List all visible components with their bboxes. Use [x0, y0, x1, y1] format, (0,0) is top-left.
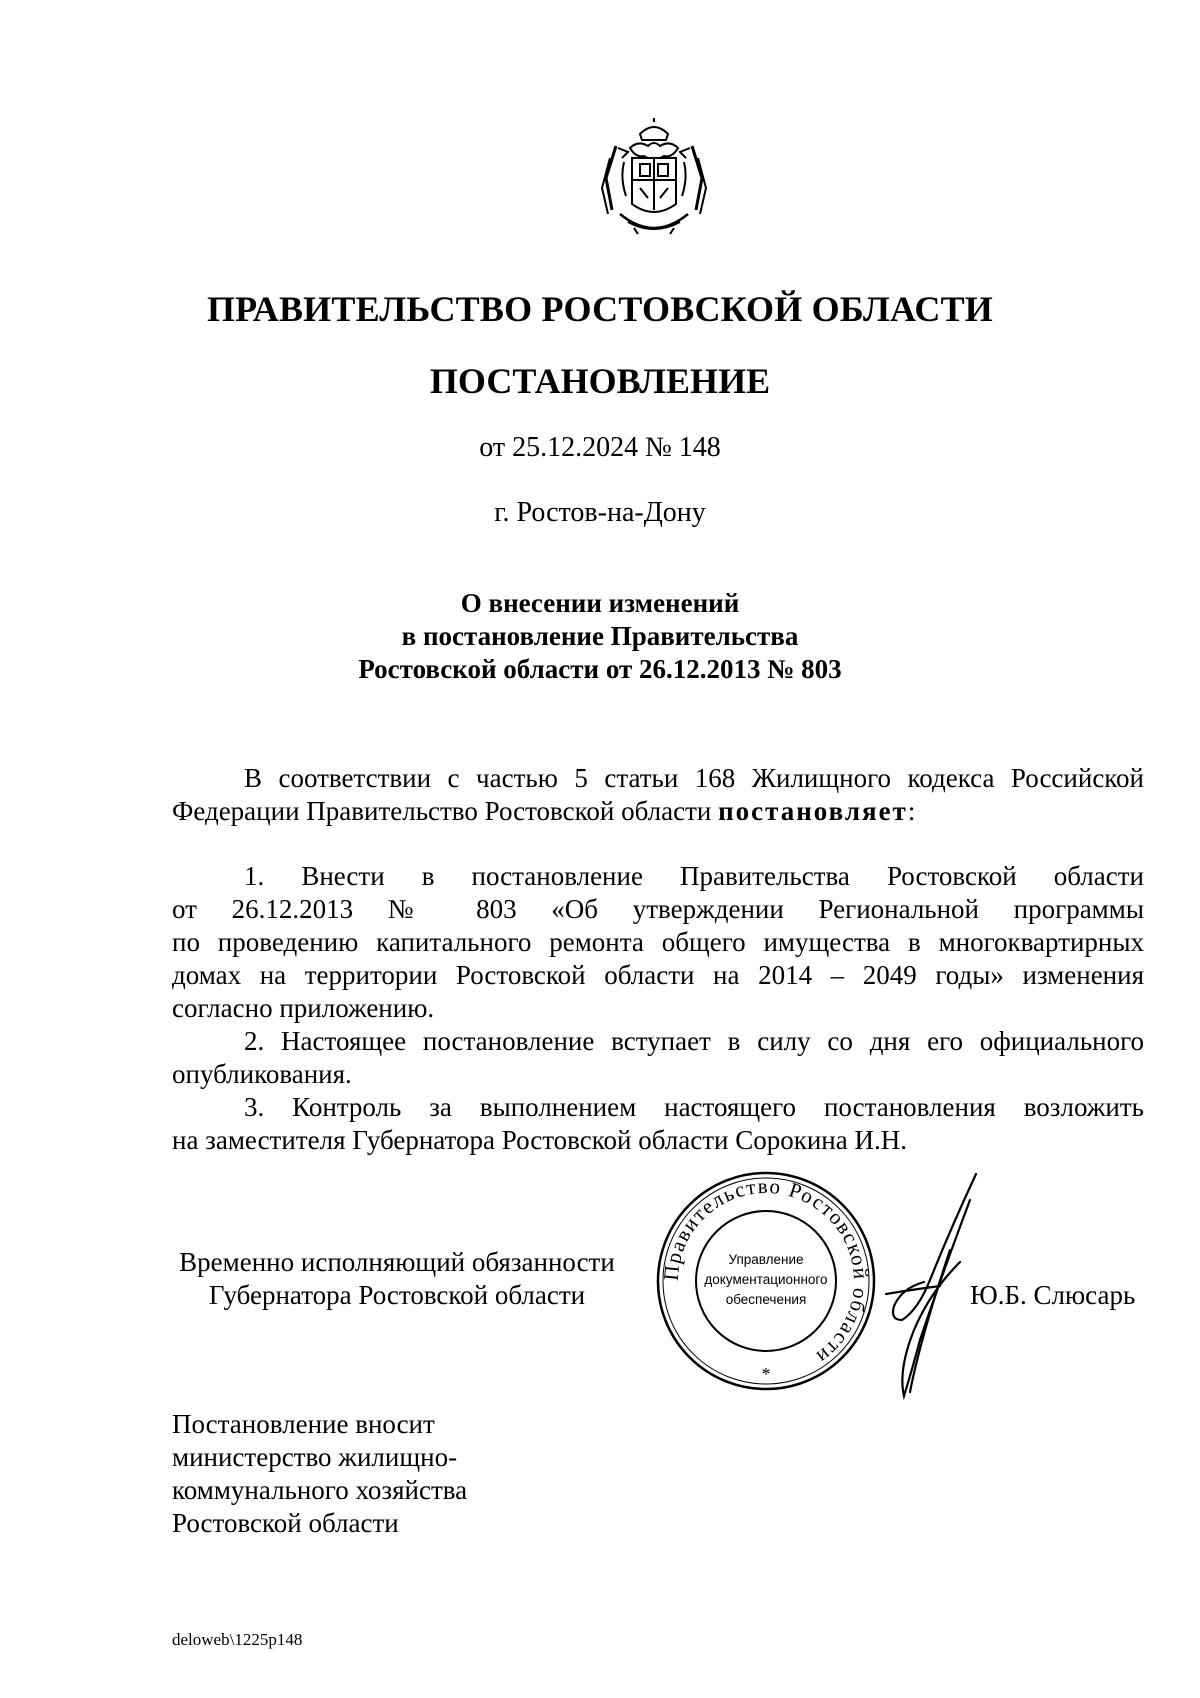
item-line: 3. Контроль за выполнением настоящего постановления возложить: [244, 1092, 1144, 1122]
government-title: ПРАВИТЕЛЬСТВО РОСТОВСКОЙ ОБЛАСТИ: [206, 289, 994, 329]
item-line: согласно приложению.: [172, 993, 435, 1023]
submitter-line: министерство жилищно-: [172, 1442, 458, 1472]
official-stamp: [655, 1170, 877, 1392]
document-footer-code: deloweb\1225p148: [172, 1630, 303, 1649]
stamp-star: *: [761, 1364, 771, 1384]
item-line: от 26.12.2013 № 803 «Об утверждении Региональной программы: [172, 894, 1144, 924]
document-city: г. Ростов-на-Дону: [494, 497, 706, 528]
document-type: ПОСТАНОВЛЕНИЕ: [429, 361, 771, 401]
subject-line: О внесении изменений: [460, 588, 740, 618]
coat-of-arms-icon: [598, 118, 710, 242]
document-date-number: от 25.12.2024 № 148: [479, 432, 721, 463]
stamp-inner-line: документационного: [704, 1272, 828, 1287]
decree-items: [172, 860, 1144, 1157]
preamble-colon: :: [907, 796, 916, 826]
preamble-line: В соответствии с частью 5 статьи 168 Жилищного кодекса Российской: [244, 763, 1144, 793]
stamp-outer-text: Правительство Ростовской области: [658, 1173, 874, 1371]
preamble-decree-word: постановляет: [718, 796, 908, 826]
stamp-inner-line: обеспечения: [725, 1292, 807, 1307]
subject-line: в постановление Правительства: [401, 621, 799, 651]
submitter-line: Ростовской области: [172, 1508, 399, 1538]
item-line: 2. Настоящее постановление вступает в силу со дня его официального: [244, 1026, 1144, 1056]
stamp-inner-line: Управление: [728, 1252, 804, 1267]
preamble-line: [172, 795, 1144, 828]
item-line: 1. Внести в постановление Правительства Ростовской области: [244, 861, 1144, 891]
document-subject: [0, 587, 1200, 686]
submitter-line: Постановление вносит: [172, 1409, 435, 1439]
item-line: на заместителя Губернатора Ростовской области Сорокина И.Н.: [172, 1125, 907, 1155]
submitter-line: коммунального хозяйства: [172, 1475, 468, 1505]
submitter-note: [172, 1408, 467, 1540]
preamble: [172, 762, 1144, 828]
signatory-position: [162, 1246, 632, 1312]
preamble-text: Федерации Правительство Ростовской области: [172, 796, 719, 826]
subject-line: Ростовской области от 26.12.2013 № 803: [358, 654, 842, 684]
position-line: Временно исполняющий обязанности: [179, 1247, 615, 1277]
item-line: домах на территории Ростовской области на 2014 – 2049 годы» изменения: [172, 960, 1144, 990]
item-line: опубликования.: [172, 1059, 352, 1089]
signatory-name: Ю.Б. Слюсарь: [970, 1280, 1136, 1310]
item-line: по проведению капитального ремонта общего имущества в многоквартирных: [172, 927, 1144, 957]
position-line: Губернатора Ростовской области: [208, 1280, 586, 1310]
